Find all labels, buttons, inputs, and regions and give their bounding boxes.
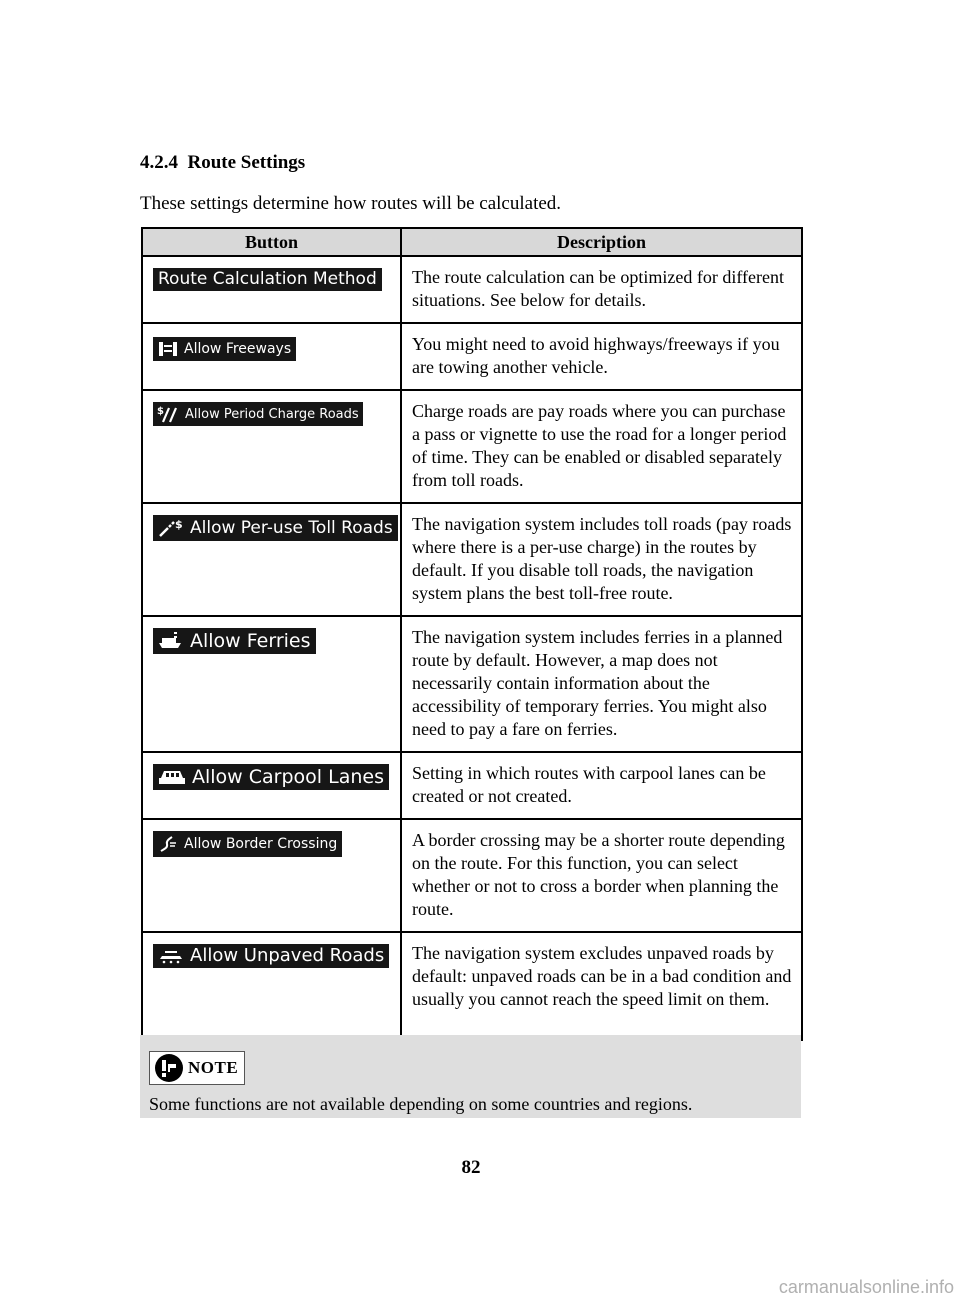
- table-row: [142, 323, 802, 390]
- period-charge-road-icon: [157, 405, 179, 423]
- svg-text:$: $: [175, 518, 183, 531]
- ferry-icon: [158, 631, 184, 651]
- button-label: Allow Carpool Lanes: [192, 765, 384, 788]
- allow-per-use-toll-roads-button[interactable]: [153, 515, 398, 541]
- button-label: Allow Unpaved Roads: [190, 945, 385, 966]
- table-row: [142, 616, 802, 752]
- button-label: Route Calculation Method: [158, 269, 377, 289]
- table-row: [142, 932, 802, 1040]
- description-cell: The navigation system excludes unpaved roads by default: unpaved roads can be in a bad condition and usually you cannot reach the speed limit on them.: [401, 932, 802, 1040]
- note-text: Some functions are not available depending on some countries and regions.: [149, 1094, 693, 1114]
- allow-freeways-button[interactable]: [153, 337, 296, 361]
- table-row: [142, 503, 802, 616]
- section-title: Route Settings: [187, 152, 306, 173]
- description-cell: Charge roads are pay roads where you can purchase a pass or vignette to use the road for a longer period of time. They can be enabled or disabled separately from toll roads.: [401, 390, 802, 503]
- svg-text:$: $: [157, 406, 164, 417]
- unpaved-road-icon: [158, 947, 184, 965]
- button-label: Allow Border Crossing: [184, 836, 338, 852]
- watermark: carmanualsonline.info: [778, 1277, 954, 1297]
- section-intro: These settings determine how routes will be calculated.: [140, 193, 562, 214]
- carpool-icon: [158, 767, 186, 787]
- description-cell: You might need to avoid highways/freeways if you are towing another vehicle.: [401, 323, 802, 390]
- section-heading: [140, 152, 305, 174]
- description-cell: The navigation system includes ferries in a planned route by default. However, a map does not necessarily contain information about the accessibility of temporary ferries. You might also need to pay a fare on ferries.: [401, 616, 802, 752]
- route-settings-table: [141, 227, 803, 1041]
- button-cell: [142, 616, 401, 752]
- allow-ferries-button[interactable]: [153, 628, 316, 654]
- toll-road-icon: [158, 518, 184, 538]
- note-icon: [155, 1054, 183, 1082]
- table-row: [142, 390, 802, 503]
- table-row: [142, 819, 802, 932]
- button-cell: [142, 256, 401, 323]
- section-number: 4.2.4: [140, 152, 178, 173]
- table-row: [142, 752, 802, 819]
- description-cell: The navigation system includes toll roads (pay roads where there is a per-use charge) in the routes by default. If you disable toll roads, the navigation system plans the best toll-free route.: [401, 503, 802, 616]
- note-label: NOTE: [188, 1058, 239, 1077]
- column-header-description: Description: [401, 228, 802, 256]
- column-header-button: Button: [142, 228, 401, 256]
- note-box: [140, 1035, 801, 1118]
- button-label: Allow Per-use Toll Roads: [190, 517, 393, 538]
- allow-period-charge-roads-button[interactable]: [153, 402, 363, 426]
- button-label: Allow Ferries: [190, 629, 311, 652]
- allow-unpaved-roads-button[interactable]: [153, 944, 389, 968]
- button-cell: [142, 819, 401, 932]
- button-label: Allow Freeways: [184, 341, 292, 357]
- note-badge: [149, 1051, 245, 1085]
- allow-border-crossing-button[interactable]: [153, 831, 342, 857]
- page-number: 82: [461, 1157, 481, 1178]
- description-cell: A border crossing may be a shorter route depending on the route. For this function, you can select whether or not to cross a border when planning the route.: [401, 819, 802, 932]
- border-crossing-icon: [158, 835, 178, 853]
- description-cell: Setting in which routes with carpool lanes can be created or not created.: [401, 752, 802, 819]
- button-cell: [142, 323, 401, 390]
- table-header-row: [142, 228, 802, 256]
- freeway-icon: [158, 341, 178, 357]
- description-cell: The route calculation can be optimized for different situations. See below for details.: [401, 256, 802, 323]
- button-cell: [142, 752, 401, 819]
- route-calculation-method-button[interactable]: [153, 268, 382, 291]
- table-row: [142, 256, 802, 323]
- button-label: Allow Period Charge Roads: [185, 406, 359, 422]
- allow-carpool-lanes-button[interactable]: [153, 764, 389, 790]
- button-cell: [142, 932, 401, 1040]
- button-cell: [142, 390, 401, 503]
- button-cell: [142, 503, 401, 616]
